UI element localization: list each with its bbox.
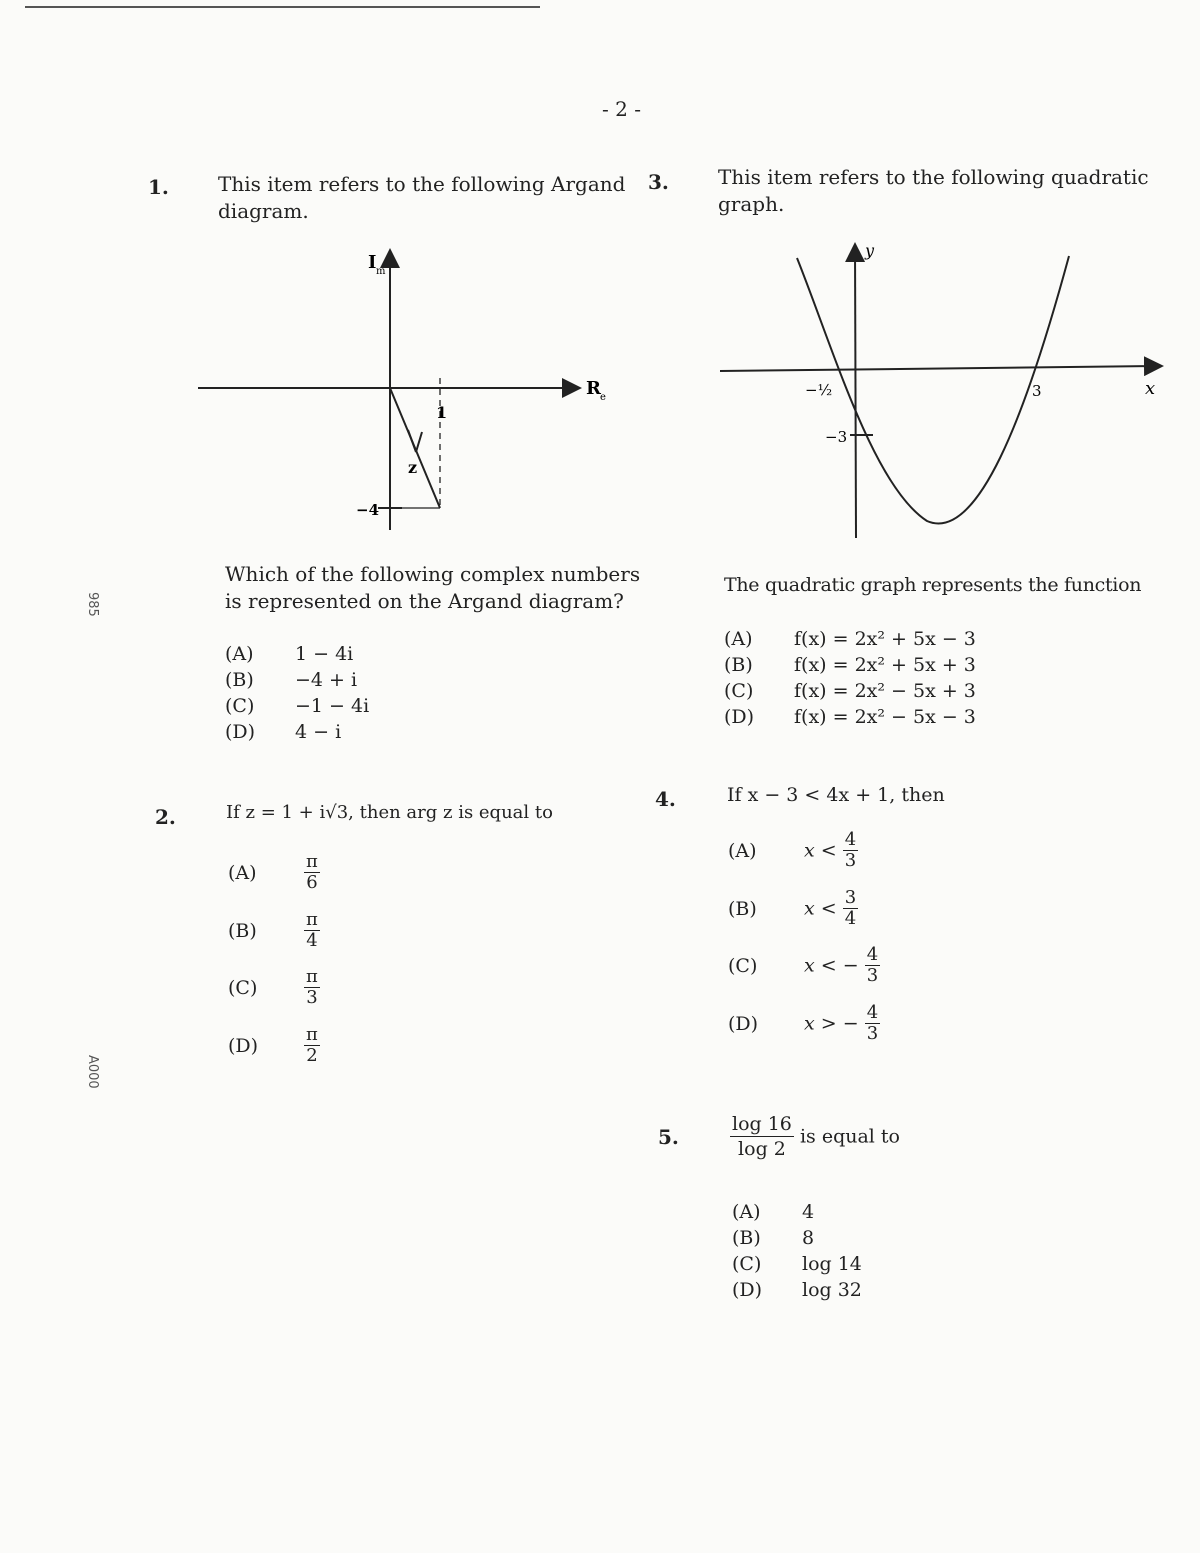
q4-option[interactable] — [728, 945, 880, 986]
q1-stem-line1: This item refers to the following Argand — [218, 172, 626, 196]
fraction-numerator: 4 — [866, 1002, 879, 1023]
option-label: (A) — [225, 643, 254, 665]
q4-stem: If x − 3 < 4x + 1, then — [727, 784, 945, 806]
q2-option[interactable] — [228, 967, 320, 1008]
fraction-denominator: 4 — [844, 908, 857, 929]
option-label: (D) — [728, 1012, 759, 1035]
option-fraction — [304, 852, 320, 893]
page-number: - 2 - — [602, 97, 641, 121]
option-label: (A) — [228, 861, 257, 884]
fraction-numerator: 3 — [844, 887, 857, 908]
q2-stem-prefix: If z = 1 + i√3 — [226, 802, 349, 823]
q5-stem-suffix: is equal to — [799, 1125, 900, 1148]
q1-question — [225, 561, 640, 615]
q3-stem-line1: This item refers to the following quadratic — [718, 165, 1149, 189]
q3-stem-line2: graph. — [718, 192, 785, 216]
tick-label-neg4: −4 — [356, 501, 380, 519]
q2-stem — [226, 799, 553, 826]
q5-fraction — [730, 1112, 794, 1161]
option-label: (B) — [225, 669, 254, 691]
q3-number: 3. — [648, 170, 669, 194]
q2-option[interactable] — [228, 852, 320, 893]
q2-option[interactable] — [228, 910, 320, 951]
option-value: 8 — [802, 1227, 815, 1249]
fraction-denominator: 3 — [844, 850, 857, 871]
fraction-numerator: 4 — [844, 829, 857, 850]
q4-option[interactable] — [728, 888, 858, 929]
option-label: (C) — [732, 1253, 762, 1275]
tick-label-1: 1 — [436, 403, 448, 422]
option-prefix: x > − — [804, 1012, 859, 1035]
option-fraction — [865, 1003, 880, 1044]
option-prefix: x < — [804, 839, 837, 862]
fraction-denominator: 6 — [306, 872, 318, 893]
q4-option[interactable] — [728, 1003, 880, 1044]
q4-option[interactable] — [728, 830, 858, 871]
fraction-denominator: 3 — [866, 1023, 879, 1044]
fraction-denominator: 3 — [866, 965, 879, 986]
y-intercept-label: −3 — [825, 428, 848, 446]
option-label: (B) — [724, 654, 753, 676]
option-label: (D) — [228, 1034, 259, 1057]
q2-option[interactable] — [228, 1025, 320, 1066]
imag-axis-sub: m — [376, 266, 386, 277]
fraction-denominator: log 2 — [738, 1138, 786, 1160]
q5-stem — [730, 1112, 900, 1161]
fraction-numerator: π — [306, 851, 318, 872]
top-rule — [25, 6, 540, 8]
option-value: log 32 — [802, 1279, 862, 1301]
option-value: 1 − 4i — [295, 643, 354, 665]
y-axis — [855, 246, 856, 538]
fraction-numerator: 4 — [866, 944, 879, 965]
option-value: f(x) = 2x² − 5x + 3 — [794, 680, 976, 702]
option-value: 4 − i — [295, 721, 342, 743]
x-axis — [720, 366, 1160, 371]
option-label: (C) — [228, 976, 258, 999]
option-label: (D) — [225, 721, 256, 743]
quadratic-graph — [715, 238, 1175, 543]
real-axis-label: R — [586, 378, 601, 399]
q3-option[interactable] — [724, 704, 976, 730]
option-value: f(x) = 2x² + 5x + 3 — [794, 654, 976, 676]
q3-option[interactable] — [724, 678, 976, 704]
argand-diagram — [190, 240, 630, 530]
vector-label-z: z — [408, 458, 418, 477]
option-label: (B) — [732, 1227, 761, 1249]
real-axis-sub: e — [600, 392, 606, 403]
imag-axis-label: I — [368, 252, 377, 273]
q5-number: 5. — [658, 1125, 679, 1149]
root-right-label: 3 — [1032, 382, 1042, 400]
option-label: (D) — [732, 1279, 763, 1301]
q1-question-line2: is represented on the Argand diagram? — [225, 589, 624, 613]
parabola-curve — [797, 256, 1069, 524]
option-fraction — [843, 830, 858, 871]
q3-option[interactable] — [724, 626, 976, 652]
q5-option[interactable] — [732, 1199, 814, 1225]
option-label: (C) — [724, 680, 754, 702]
q1-option[interactable] — [225, 719, 341, 745]
fraction-numerator: π — [306, 909, 318, 930]
option-value: f(x) = 2x² + 5x − 3 — [794, 628, 976, 650]
root-left-label: −½ — [805, 381, 833, 399]
q3-option[interactable] — [724, 652, 976, 678]
q1-option[interactable] — [225, 693, 369, 719]
option-fraction — [304, 910, 320, 951]
fraction-denominator: 4 — [306, 930, 318, 951]
option-fraction — [304, 1025, 320, 1066]
option-label: (D) — [724, 706, 755, 728]
y-axis-label: y — [865, 241, 875, 260]
q1-question-line1: Which of the following complex numbers — [225, 562, 641, 586]
q5-option[interactable] — [732, 1251, 862, 1277]
fraction-denominator: 2 — [306, 1045, 318, 1066]
option-label: (A) — [724, 628, 753, 650]
option-prefix: x < − — [804, 954, 859, 977]
option-fraction — [843, 888, 858, 929]
q2-number: 2. — [155, 805, 176, 829]
fraction-numerator: log 16 — [732, 1113, 792, 1135]
option-label: (A) — [732, 1201, 761, 1223]
margin-code-bottom: A000 — [85, 1055, 100, 1089]
option-prefix: x < — [804, 897, 837, 920]
option-value: log 14 — [802, 1253, 862, 1275]
q1-stem-line2: diagram. — [218, 199, 309, 223]
q3-question: The quadratic graph represents the function — [724, 574, 1142, 596]
fraction-numerator: π — [306, 1024, 318, 1045]
option-fraction — [865, 945, 880, 986]
q5-option[interactable] — [732, 1277, 862, 1303]
z-vector-arrowhead — [408, 430, 422, 452]
fraction-numerator: π — [306, 966, 318, 987]
q2-stem-suffix: , then arg z is equal to — [348, 802, 553, 823]
option-label: (C) — [728, 954, 758, 977]
option-label: (C) — [225, 695, 255, 717]
option-label: (A) — [728, 839, 757, 862]
q1-number: 1. — [148, 175, 169, 199]
fraction-denominator: 3 — [306, 987, 318, 1008]
option-label: (B) — [728, 897, 757, 920]
option-value: −4 + i — [295, 669, 358, 691]
q3-stem — [718, 164, 1149, 218]
q1-stem — [218, 171, 625, 225]
margin-code-top: 985 — [85, 592, 100, 617]
q1-option[interactable] — [225, 667, 357, 693]
x-axis-label: x — [1145, 378, 1156, 399]
q4-number: 4. — [655, 787, 676, 811]
option-fraction — [304, 967, 320, 1008]
option-value: −1 − 4i — [295, 695, 370, 717]
option-label: (B) — [228, 919, 257, 942]
q1-option[interactable] — [225, 641, 353, 667]
option-value: f(x) = 2x² − 5x − 3 — [794, 706, 976, 728]
option-value: 4 — [802, 1201, 815, 1223]
q5-option[interactable] — [732, 1225, 814, 1251]
